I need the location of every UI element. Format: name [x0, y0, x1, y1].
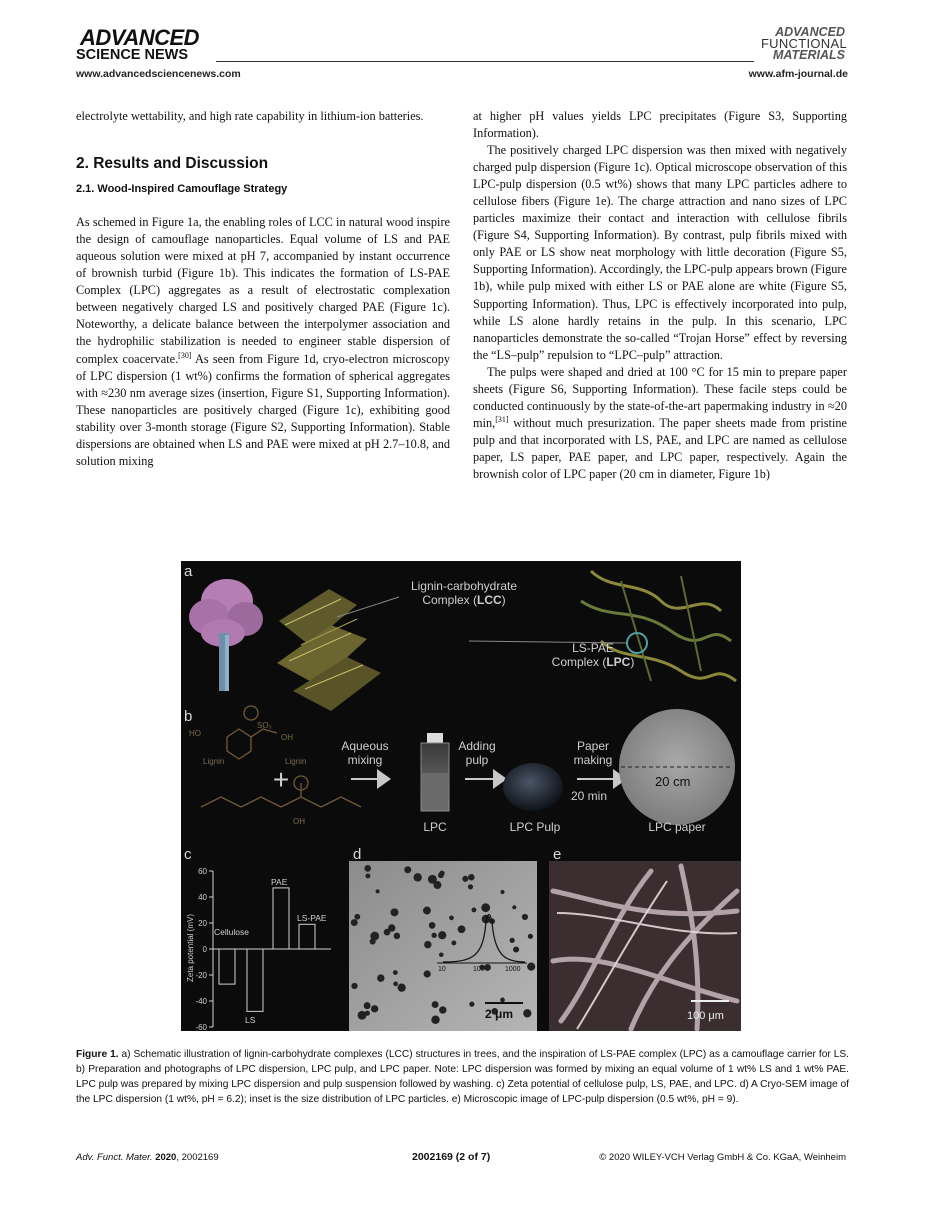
arrow-right-icon — [377, 769, 391, 789]
lpc-particle — [424, 970, 431, 977]
y-tick-label: 0 — [202, 945, 207, 954]
lpc-particle — [431, 933, 436, 938]
lpc-particle — [481, 903, 490, 912]
lpc-particle — [377, 974, 384, 981]
lpc-particle — [468, 874, 474, 880]
lpc-particle — [528, 934, 533, 939]
inset-tick: 100 — [473, 966, 485, 973]
bar-label: PAE — [271, 876, 288, 887]
molecule-label: Lignin — [203, 757, 225, 766]
inset-tick: 10 — [438, 966, 446, 973]
paragraph-text: As schemed in Figure 1a, the enabling roles of LCC in natural wood inspire the design of camouflage nanoparticles. Equal volume of LS and PAE aqueous solution were mixed at pH 7, accompanied by instant occurrence of brownish turbid (Figure 1b). This indicates the formation of LS-PAE Complex (LPC) aggregates as a result of electrostatic complexation between negatively charged LS and positively charged PAE (Figure 1c). Noteworthy, a delicate balance between the interpolymer association and the hydrophilic stabilization is needed to engineer stable dispersion of complex coacervate. — [76, 215, 450, 366]
y-tick-label: -60 — [195, 1023, 207, 1031]
step-label: Aqueous — [341, 739, 389, 753]
paragraph-papermaking — [473, 364, 847, 483]
lpc-particle — [469, 1002, 474, 1007]
time-label: 20 min — [571, 789, 608, 803]
bar-label: Cellulose — [214, 927, 249, 937]
bars — [219, 888, 315, 1012]
figure-1 — [181, 561, 741, 1031]
lpc-particle — [423, 907, 431, 915]
left-column — [76, 108, 450, 470]
lcc-label-line1: Lignin-carbohydrate — [410, 579, 518, 593]
molecule-label: OH — [293, 817, 305, 826]
lpc-particle — [424, 941, 432, 949]
panel-label-e: e — [553, 846, 562, 863]
microscope-image — [549, 861, 741, 1031]
paragraph-camouflage — [76, 214, 450, 470]
journal-logo-line2: FUNCTIONAL — [760, 36, 847, 51]
bar-label: LS — [245, 1015, 256, 1026]
bar-ls — [247, 949, 263, 1011]
footer-article: , 2002169 — [176, 1152, 219, 1163]
diameter-label: 20 cm — [655, 774, 691, 789]
footer-journal: Adv. Funct. Mater. — [76, 1152, 153, 1163]
figure-caption — [76, 1047, 849, 1107]
step-adding-pulp — [449, 739, 505, 767]
lpc-particle — [449, 915, 454, 920]
lpc-label-prefix: Complex ( — [551, 655, 607, 669]
molecule-label: OH — [281, 733, 293, 742]
lpc-particle — [438, 872, 444, 878]
bar-ls-pae — [299, 924, 315, 949]
lpc-label — [543, 641, 643, 669]
paragraph-text: without much presurization. The paper sheets made from pristine pulp and that incorporated with LS, PAE, and LPC are named as cellulose paper, LS paper, PAE paper, and LPC paper, respectively. Again the brownish color of LPC paper (20 cm in diameter, Figure 1b) — [473, 415, 847, 481]
lpc-particle — [364, 865, 371, 872]
lpc-particle — [371, 1005, 378, 1012]
panel-d — [349, 861, 537, 1031]
panel-e — [549, 861, 741, 1031]
journal-logo-line3: MATERIALS — [773, 48, 845, 62]
subsection-heading: 2.1. Wood-Inspired Camouflage Strategy — [76, 183, 288, 196]
lpc-particle — [365, 1011, 370, 1016]
lpc-particle — [462, 876, 468, 882]
publisher-logo-line2: SCIENCE NEWS — [76, 47, 188, 63]
panel-label-a: a — [184, 563, 193, 580]
panel-c — [209, 871, 331, 1027]
footer-copyright: © 2020 WILEY-VCH Verlag GmbH & Co. KGaA, Weinheim — [599, 1152, 846, 1163]
publisher-logo-line1: ADVANCED — [80, 25, 200, 50]
lpc-pulp-photo — [503, 763, 563, 811]
lpc-particle — [388, 924, 395, 931]
lpc-particle — [484, 964, 491, 971]
lpc-particle — [390, 908, 398, 916]
molecule-label: Lignin — [285, 757, 307, 766]
lpc-abbr: LPC — [606, 655, 631, 669]
panel-label-c: c — [184, 846, 192, 863]
paragraph-text: As seen from Figure 1d, cryo-electron microscopy of LPC dispersion (1 wt%) confirms the formation of spherical aggregates with ≈230 nm average sizes (insertion, Figure S1, Supporting Information). These nanoparticles are positively charged (Figure 1c), exhibiting good stability over 3-month storage (Figure S2, Supporting Information). Stable dispersions are obtained when LS and PAE were mixed at pH 2.7–10.8, and solution mixing — [76, 351, 450, 468]
panel-label-b: b — [184, 708, 193, 725]
figure-1-graphics — [181, 561, 741, 1031]
bar-pae — [273, 888, 289, 949]
caption-label: Figure 1. — [76, 1049, 119, 1060]
scale-label: 100 μm — [687, 1010, 724, 1022]
y-ticks — [209, 871, 213, 1027]
lcc-label-suffix: ) — [501, 593, 506, 607]
paragraph-text: The pulps were shaped and dried at 100 °C for 15 min to prepare paper sheets (Figure S6, Supporting Information). These facile steps could be conducted continuously by the state-of-the-art papermaking industry in ≈20 min, — [473, 364, 847, 430]
lpc-particle — [523, 1009, 531, 1017]
lpc-particle — [500, 890, 504, 894]
lpc-particle — [432, 1001, 439, 1008]
lcc-label-line2 — [399, 593, 529, 607]
lpc-particle — [354, 914, 360, 920]
lpc-particle — [522, 914, 528, 920]
lpc-particle — [500, 998, 505, 1003]
scale-label: 2 μm — [485, 1007, 514, 1021]
bar-cellulose — [219, 949, 235, 984]
lcc-abbr: LCC — [477, 593, 502, 607]
lpc-label-suffix: ) — [630, 655, 635, 669]
page-number: 2002169 (2 of 7) — [412, 1151, 491, 1163]
lpc-particle — [393, 970, 398, 975]
lpc-particle — [468, 884, 473, 889]
wood-fiber-illustration — [277, 589, 381, 711]
journal-logo-line1: ADVANCED — [775, 25, 845, 39]
y-tick-label: 40 — [198, 893, 207, 902]
step-label: making — [573, 753, 613, 767]
step-aqueous-mixing — [333, 739, 397, 767]
lpc-particle — [365, 873, 370, 878]
cryo-sem-image — [349, 861, 537, 1031]
footer-citation — [76, 1152, 219, 1163]
step-label: mixing — [347, 753, 383, 767]
lpc-particle — [438, 931, 446, 939]
molecule-label: SO₃ — [257, 721, 272, 730]
lpc-particle — [376, 889, 380, 893]
lpc-particle — [429, 922, 436, 929]
caption-text: a) Schematic illustration of lignin-carbohydrate complexes (LCC) structures in trees, and the inspiration of LS-PAE complex (LPC) as a camouflage carrier for LS. b) Preparation and photographs of LPC dispersion, LPC pulp, and LPC paper. Note: LPC dispersion was formed by mixing an equal volume of 1 wt% LS and 1 wt% PAE. LPC pulp was prepared by mixing LPC dispersion and pulp suspension followed by washing. c) Zeta potential of cellulose pulp, LS, PAE, and LPC. d) A Cryo-SEM image of the LPC dispersion (1 wt%, pH = 6.2); inset is the size distribution of LPC particles. e) Microscopic image of LPC-pulp dispersion (0.5 wt%, pH = 9). — [76, 1049, 849, 1106]
step-label: pulp — [465, 753, 489, 767]
lpc-particle — [439, 952, 444, 957]
lpc-particle — [433, 881, 441, 889]
footer-year: 2020 — [155, 1152, 177, 1163]
lpc-label-line1: LS-PAE — [572, 641, 614, 655]
lpc-label-line2 — [543, 655, 643, 669]
caption-lpc-paper: LPC paper — [648, 820, 706, 834]
lpc-particle — [398, 984, 406, 992]
y-tick-label: 20 — [198, 919, 207, 928]
y-axis-label: Zeta potential (mV) — [186, 913, 195, 983]
panel-label-d: d — [353, 846, 362, 863]
lpc-particle — [439, 1006, 446, 1013]
header-rule — [216, 61, 754, 62]
caption-lpc-pulp: LPC Pulp — [509, 820, 561, 834]
section-heading: 2. Results and Discussion — [76, 155, 269, 173]
inset-tick: 1000 — [505, 966, 521, 973]
right-column — [473, 108, 847, 483]
molecule-label: HO — [189, 729, 201, 738]
reference-link[interactable]: [31] — [495, 414, 509, 424]
lpc-particle — [394, 933, 401, 940]
paragraph-continued: at higher pH values yields LPC precipitates (Figure S3, Supporting Information). — [473, 109, 847, 141]
lpc-particle — [472, 908, 477, 913]
lpc-particle — [413, 873, 421, 881]
y-tick-label: 60 — [198, 867, 207, 876]
lpc-particle — [404, 866, 411, 873]
lpc-particle — [527, 963, 535, 971]
plus-icon: + — [272, 764, 290, 795]
bar-label: LS-PAE — [297, 913, 327, 924]
lpc-particle — [431, 1016, 439, 1024]
y-tick-label: -40 — [195, 997, 207, 1006]
lpc-particle — [451, 941, 456, 946]
tree-illustration — [189, 579, 263, 691]
caption-lpc: LPC — [423, 820, 447, 834]
lpc-particle — [458, 925, 466, 933]
lpc-particle — [351, 919, 358, 926]
lcc-label — [399, 579, 529, 607]
journal-url[interactable]: www.afm-journal.de — [748, 68, 848, 80]
step-paper-making — [563, 739, 623, 767]
lpc-particle — [370, 938, 376, 944]
step-label: Adding — [458, 739, 496, 753]
lcc-label-prefix: Complex ( — [422, 593, 477, 607]
lpc-particle — [510, 938, 515, 943]
lpc-vial — [421, 733, 449, 811]
paragraph-pulp: The positively charged LPC dispersion was then mixed with negatively charged pulp dispersion (Figure 1c). Optical microscope observation of this LPC-pulp dispersion (0.5 wt%) shows that many LPC particles adhere to cellulose fibers (Figure 1e). The charge attraction and nano sizes of LPC particles maximize their contact and interaction with cellulose fibrils (Figure S4, Supporting Information). By contrast, pulp fibrils mixed with only PAE or LS show neat morphology with little decoration (Figure S5, Supporting Information). Accordingly, the LPC-pulp appears brown (Figure 1b), while pulp mixed with either LS or PAE alone are white (Figure S5, Supporting Information). Thus, LPC is effectively incorporated into pulp, while LS alone hardly retains in the pulp. In this scenario, LPC nanoparticles demonstrate the so-called “Trojan Horse” effect by reversing the “LS–pulp” repulsion to “LPC–pulp” attraction. — [473, 143, 847, 362]
lpc-particle — [364, 1002, 371, 1009]
lpc-particle — [351, 983, 357, 989]
reference-link[interactable]: [30] — [178, 350, 192, 360]
lpc-particle — [512, 905, 516, 909]
lpc-particle — [513, 946, 519, 952]
y-tick-label: -20 — [195, 971, 207, 980]
step-label: Paper — [576, 739, 610, 753]
paragraph-continued: electrolyte wettability, and high rate capability in lithium-ion batteries. — [76, 109, 424, 123]
publisher-url[interactable]: www.advancedsciencenews.com — [76, 68, 241, 80]
lpc-particle — [393, 982, 398, 987]
